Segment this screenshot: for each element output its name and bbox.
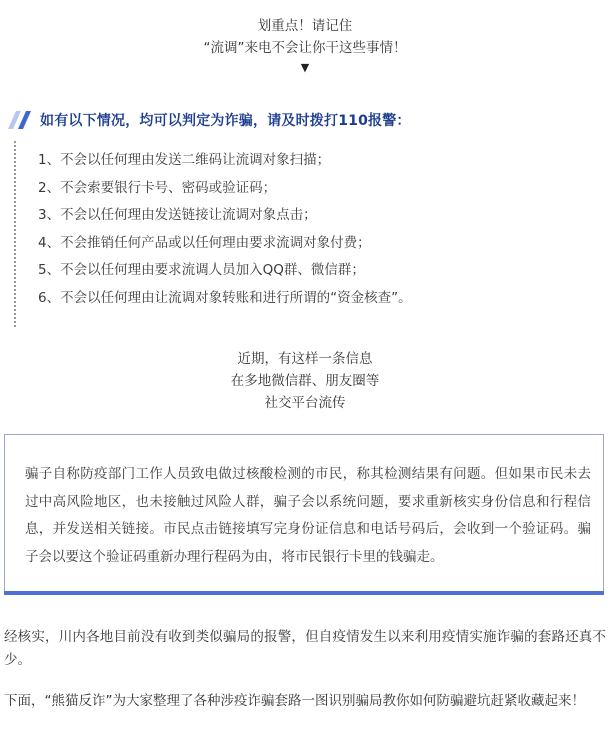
recent-line-2: 在多地微信群、朋友圈等: [230, 373, 380, 389]
double-slash-icon: [8, 111, 34, 129]
list-item: 3、不会以任何理由发送链接让流调对象点击；: [38, 207, 317, 223]
quote-box: [4, 434, 604, 592]
quote-text: 骗子自称防疫部门工作人员致电做过核酸检测的市民，称其检测结果有问题。但如果市民未去过中高风险地区，也未接触过风险人群，骗子会以系统问题，要求重新核实身份信息和行程信息，并发送相关链接。市民点击链接填写完身份证信息和电话号码后，会收到一个验证码。骗子会以要这个验证码重新办理行程码为由，将市民银行卡里的钱骗走。: [25, 466, 591, 565]
paragraph-summary: 下面，“熊猫反诈”为大家整理了各种涉疫诈骗套路一图识别骗局教你如何防骗避坑赶紧收藏起来！: [4, 693, 585, 709]
quote-box-bottom-bar: [4, 591, 604, 595]
intro-line-2: “流调”来电不会让你干这些事情！: [203, 40, 407, 56]
list-item: 2、不会索要银行卡号、密码或验证码；: [38, 179, 277, 196]
down-arrow-icon: ▼: [300, 61, 310, 74]
heading-text: 如有以下情况，均可以判定为诈骗，请及时拨打110报警：: [40, 113, 411, 129]
recent-line-3: 社交平台流传: [264, 395, 346, 411]
intro-block: [0, 15, 610, 77]
section-heading: [8, 110, 411, 130]
intro-line-1: 划重点！请记住: [257, 18, 353, 34]
list-item: 6、不会以任何理由让流调对象转账和进行所谓的“资金核查”。: [38, 289, 412, 306]
rules-list: [14, 141, 412, 327]
list-item: 4、不会推销任何产品或以任何理由要求流调对象付费；: [38, 234, 371, 251]
list-item: 1、不会以任何理由发送二维码让流调对象扫描；: [38, 152, 331, 168]
paragraph-verification: 经核实，川内各地目前没有收到类似骗局的报警，但自疫情发生以来利用疫情实施诈骗的套路还真不少。: [4, 629, 606, 668]
list-item: 5、不会以任何理由要求流调人员加入QQ群、微信群；: [38, 262, 365, 278]
recent-notice: [0, 348, 610, 414]
recent-line-1: 近期，有这样一条信息: [237, 351, 373, 367]
